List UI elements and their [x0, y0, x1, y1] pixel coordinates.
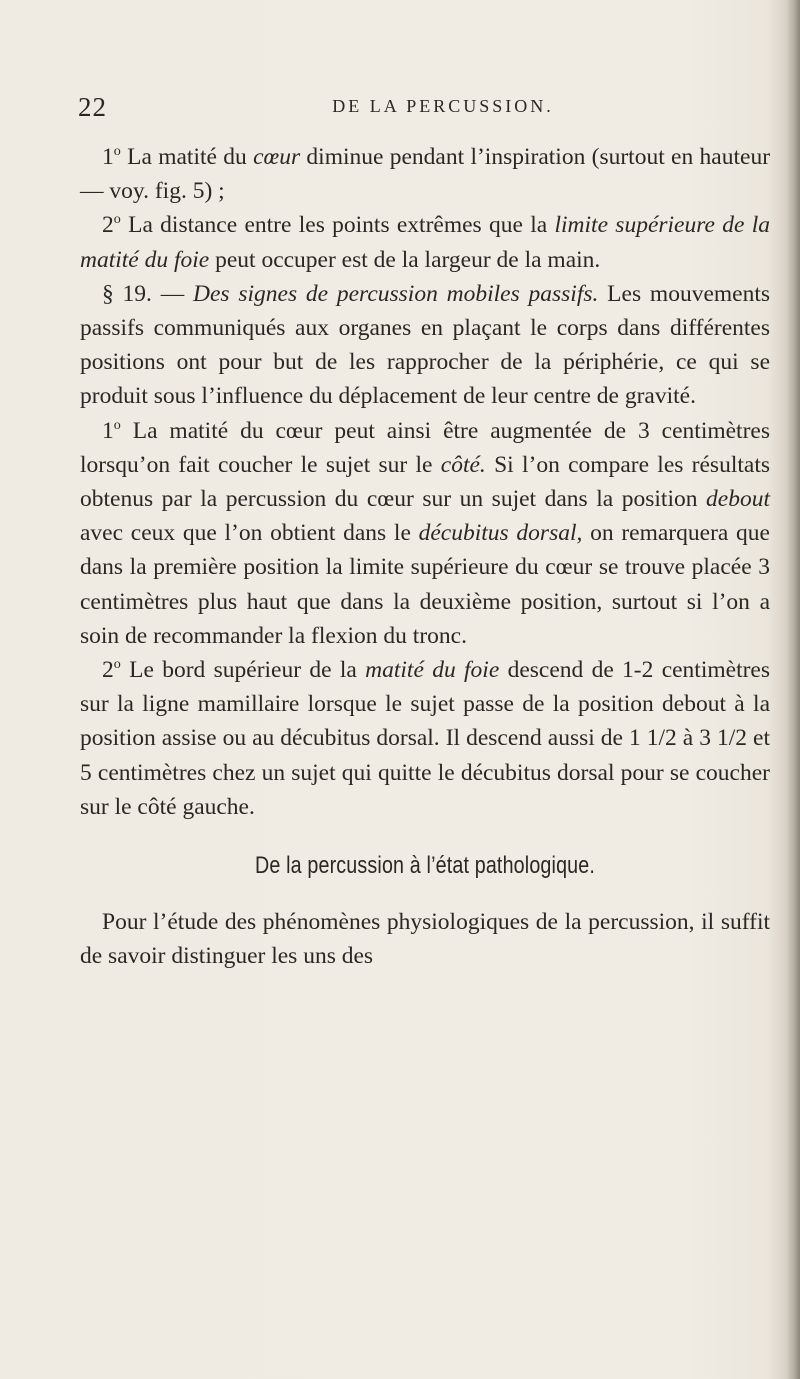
paragraph-2: 2$^o$ La distance entre les points extrêmes que la limite supérieure de la matité du foie peut occuper est de la largeur de la main.: [80, 211, 770, 273]
section-title: Des signes de percussion mobiles passifs.: [193, 280, 599, 307]
emphasis: debout: [706, 486, 770, 513]
emphasis: matité du foie: [365, 657, 500, 684]
item-number: 2: [102, 657, 114, 684]
item-number: 2: [102, 212, 114, 239]
section-number: § 19. —: [102, 280, 194, 307]
page-edge-shadow: [786, 0, 800, 1379]
item-number: 1: [102, 144, 114, 170]
closing-paragraph: Pour l’étude des phénomènes physiologiques de la percussion, il suffit de savoir distinguer les uns des: [80, 909, 770, 970]
paragraph-4: 2$^o$ Le bord supérieur de la matité du foie descend de 1-2 centimètres sur la ligne mamillaire lorsque le sujet passe de la position debout à la position assise ou au décubitus dorsal. Il descend aussi de 1 1/2 à 3 1/2 et 5 centimètres chez un sujet qui quitte le décubitus dorsal pour se coucher sur le côté gauche.: [80, 656, 771, 820]
emphasis: cœur: [253, 144, 301, 170]
paragraph-1: 1$^o$ La matité du cœur diminue pendant l’inspiration (surtout en hauteur — voy. fig. 5) ;: [80, 143, 771, 205]
emphasis: côté.: [440, 451, 486, 478]
page-body: [80, 140, 770, 974]
section-19-paragraph: § 19. — Des signes de percussion mobiles passifs. Les mouvements passifs communiqués aux organes en plaçant le corps dans différentes positions ont pour but de les rapprocher de la périphérie, ce qui se produit sous l’influence du déplacement de leur centre de gravité.: [80, 280, 771, 410]
paragraph-3: 1$^o$ La matité du cœur peut ainsi être augmentée de 3 centimètres lorsqu’on fait coucher le sujet sur le côté. Si l’on compare les résultats obtenus par la percussion du cœur sur un sujet dans la position debout avec ceux que l’on obtient dans le décubitus dorsal, on remarquera que dans la première position la limite supérieure du cœur se trouve placée 3 centimètres plus haut que dans la deuxième position, surtout si l’on a soin de recommander la flexion du tronc.: [80, 416, 770, 649]
page-header: [78, 92, 768, 126]
emphasis: limite supérieure de la matité du foie: [80, 212, 770, 273]
item-number: 1: [102, 417, 114, 444]
ordinal-mark: o: [113, 211, 121, 228]
subheading: De la percussion à l’état pathologique.: [254, 852, 596, 880]
ordinal-mark: o: [113, 656, 121, 673]
running-head: DE LA PERCUSSION.: [332, 96, 554, 116]
page-number: 22: [78, 92, 107, 122]
emphasis: décubitus dorsal,: [418, 520, 583, 547]
ordinal-mark: o: [113, 416, 121, 433]
ordinal-mark: o: [113, 143, 121, 160]
